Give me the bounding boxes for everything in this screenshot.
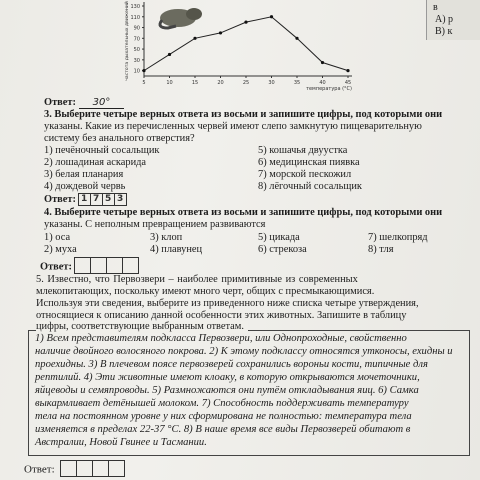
q5-line5: цифры, соответствующие выбранным ответам. (36, 321, 248, 333)
y-tick-label-4: 90 (133, 25, 140, 32)
q5-box-row-8: изменяется в пределах 22-37 °С. 8) В наше время все виды Первозверей обитают в (35, 424, 411, 435)
q4-option-3: 3) клоп (150, 232, 183, 243)
next-page-corner (426, 0, 480, 40)
data-point-2 (193, 37, 196, 40)
q5-statements-box (28, 330, 470, 456)
q5-cell-1[interactable] (60, 460, 77, 477)
q4-option-8: 8) тля (368, 244, 394, 255)
q5-answer (24, 460, 125, 480)
q3-option-7: 7) морской пескожил (258, 169, 352, 180)
q3-cell-2[interactable]: 7 (90, 193, 103, 206)
q4-option-1: 1) оса (44, 232, 71, 243)
q4-answer-label: Ответ: (40, 261, 72, 273)
q4-line1: 4. Выберите четыре верных ответа из восьми и запишите цифры, под которыми они (44, 207, 443, 218)
q4-option-6: 6) стрекоза (258, 244, 307, 255)
q4-option-2: 2) муха (44, 244, 77, 255)
q5-box-row-1: 1) Всем представителям подкласса Первозвери, или Однопроходные, свойственно (35, 333, 407, 344)
chart-svg (120, 0, 370, 98)
x-tick-label-8: 45 (344, 80, 352, 86)
q5-line2: млекопитающих, поскольку имеют много черт, общих с пресмыкающимися. (36, 286, 375, 297)
q4-cell-1[interactable] (74, 257, 91, 274)
q3-cell-3[interactable]: 5 (102, 193, 115, 206)
data-point-8 (346, 69, 349, 72)
data-point-5 (270, 15, 273, 18)
q3-option-6: 6) медицинская пиявка (258, 157, 360, 168)
y-tick-label-6: 130 (130, 4, 140, 10)
data-point-1 (168, 53, 171, 56)
y-tick-label-3: 70 (133, 36, 140, 43)
data-point-3 (219, 31, 222, 34)
data-point-0 (142, 69, 145, 72)
data-point-4 (244, 21, 247, 24)
q5-box-row-4: рептилий. 4) Эти животные имеют клоаку, в которую открываются мочеточники, (35, 372, 420, 383)
q3-cell-1[interactable]: 1 (78, 193, 91, 206)
q3-option-1: 1) печёночный сосальщик (44, 145, 160, 156)
q5-cell-3[interactable] (92, 460, 109, 477)
q5-box-row-2: наличие двойного волосяного покрова. 2) К этому подклассу относятся утконосы, ехидны и (35, 346, 453, 357)
q5-box-row-5: яйцеводы и семяпроводы. 5) Размножаются они путём откладывания яиц. 6) Самка (35, 385, 419, 396)
x-tick-label-0: 5 (142, 80, 146, 86)
q2-answer (44, 97, 124, 108)
q5-box-row-7: тела на постоянном уровне у них сформирована не полностью: температура тела (35, 411, 412, 422)
q5-line3: Используя эти сведения, выберите из приведенного ниже списка четыре утверждения, (36, 298, 419, 309)
q4-cell-4[interactable] (122, 257, 139, 274)
q3-line3: систему без анального отверстия? (44, 133, 195, 144)
frog-head (186, 8, 202, 20)
q5-cell-2[interactable] (76, 460, 93, 477)
corner-text-a: в (433, 2, 438, 13)
x-tick-label-2: 15 (191, 80, 199, 86)
q5-box-row-6: выкармливает детёнышей молоком. 7) Способность поддерживать температуру (35, 398, 409, 409)
q3-option-4: 4) дождевой червь (44, 181, 126, 192)
q3-answer-cells (79, 193, 127, 206)
q3-cell-4[interactable]: 3 (114, 193, 127, 206)
q2-answer-label: Ответ: (44, 97, 76, 108)
corner-text-c: В) к (435, 26, 453, 37)
x-axis-label: температура (°С) (306, 86, 352, 92)
y-tick-label-2: 50 (133, 47, 140, 54)
q5-cell-4[interactable] (108, 460, 125, 477)
q3-answer-label: Ответ: (44, 193, 76, 205)
q5-answer-label: Ответ: (24, 463, 55, 476)
y-tick-label-1: 30 (133, 57, 140, 64)
q5-box-row-9: Австралии, Новой Гвинее и Тасмании. (35, 437, 207, 448)
data-point-7 (321, 61, 324, 64)
q3-option-3: 3) белая планария (44, 169, 124, 180)
y-axis-label: частота дыхательных движений (125, 1, 130, 81)
q5-line4: относящиеся к описанию данной особенности этих животных. Запишите в таблицу (36, 310, 407, 321)
corner-text-b: А) р (435, 14, 454, 25)
x-tick-label-6: 35 (293, 80, 301, 86)
q4-line2: указаны. С неполным превращением развиваются (44, 219, 266, 230)
q4-cell-3[interactable] (106, 257, 123, 274)
q4-option-5: 5) цикада (258, 232, 300, 243)
q4-option-4: 4) плавунец (150, 244, 203, 255)
x-tick-label-3: 20 (217, 80, 224, 86)
breathing-rate-chart (120, 0, 370, 98)
q5-answer-cells (61, 460, 125, 480)
x-tick-label-7: 40 (319, 80, 326, 86)
x-tick-label-1: 10 (166, 80, 173, 86)
y-tick-label-0: 10 (133, 68, 140, 75)
q3-answer (44, 193, 127, 206)
q3-line2: указаны. Какие из перечисленных червей имеют слепо замкнутую пищеварительную (44, 121, 422, 132)
x-tick-label-5: 30 (268, 80, 275, 86)
data-point-6 (295, 37, 298, 40)
q3-option-5: 5) кошачья двуустка (258, 145, 348, 156)
q5-line1: 5. Известно, что Первозвери – наиболее примитивные из современных (36, 274, 358, 285)
x-tick-label-4: 25 (242, 80, 250, 86)
q5-box-row-3: проехидны. 3) В плечевом поясе первозверей сохранились вороньи кости, типичные для (35, 359, 428, 370)
q3-line1: 3. Выберите четыре верных ответа из восьми и запишите цифры, под которыми они (44, 109, 443, 120)
q2-answer-value: 30° (79, 97, 125, 109)
q4-cell-2[interactable] (90, 257, 107, 274)
frog-illustration (160, 8, 202, 28)
q3-option-8: 8) лёгочный сосальщик (258, 181, 362, 192)
y-tick-label-5: 110 (130, 14, 140, 21)
q3-option-2: 2) лошадиная аскарида (44, 157, 147, 168)
q4-option-7: 7) шелкопряд (368, 232, 428, 243)
